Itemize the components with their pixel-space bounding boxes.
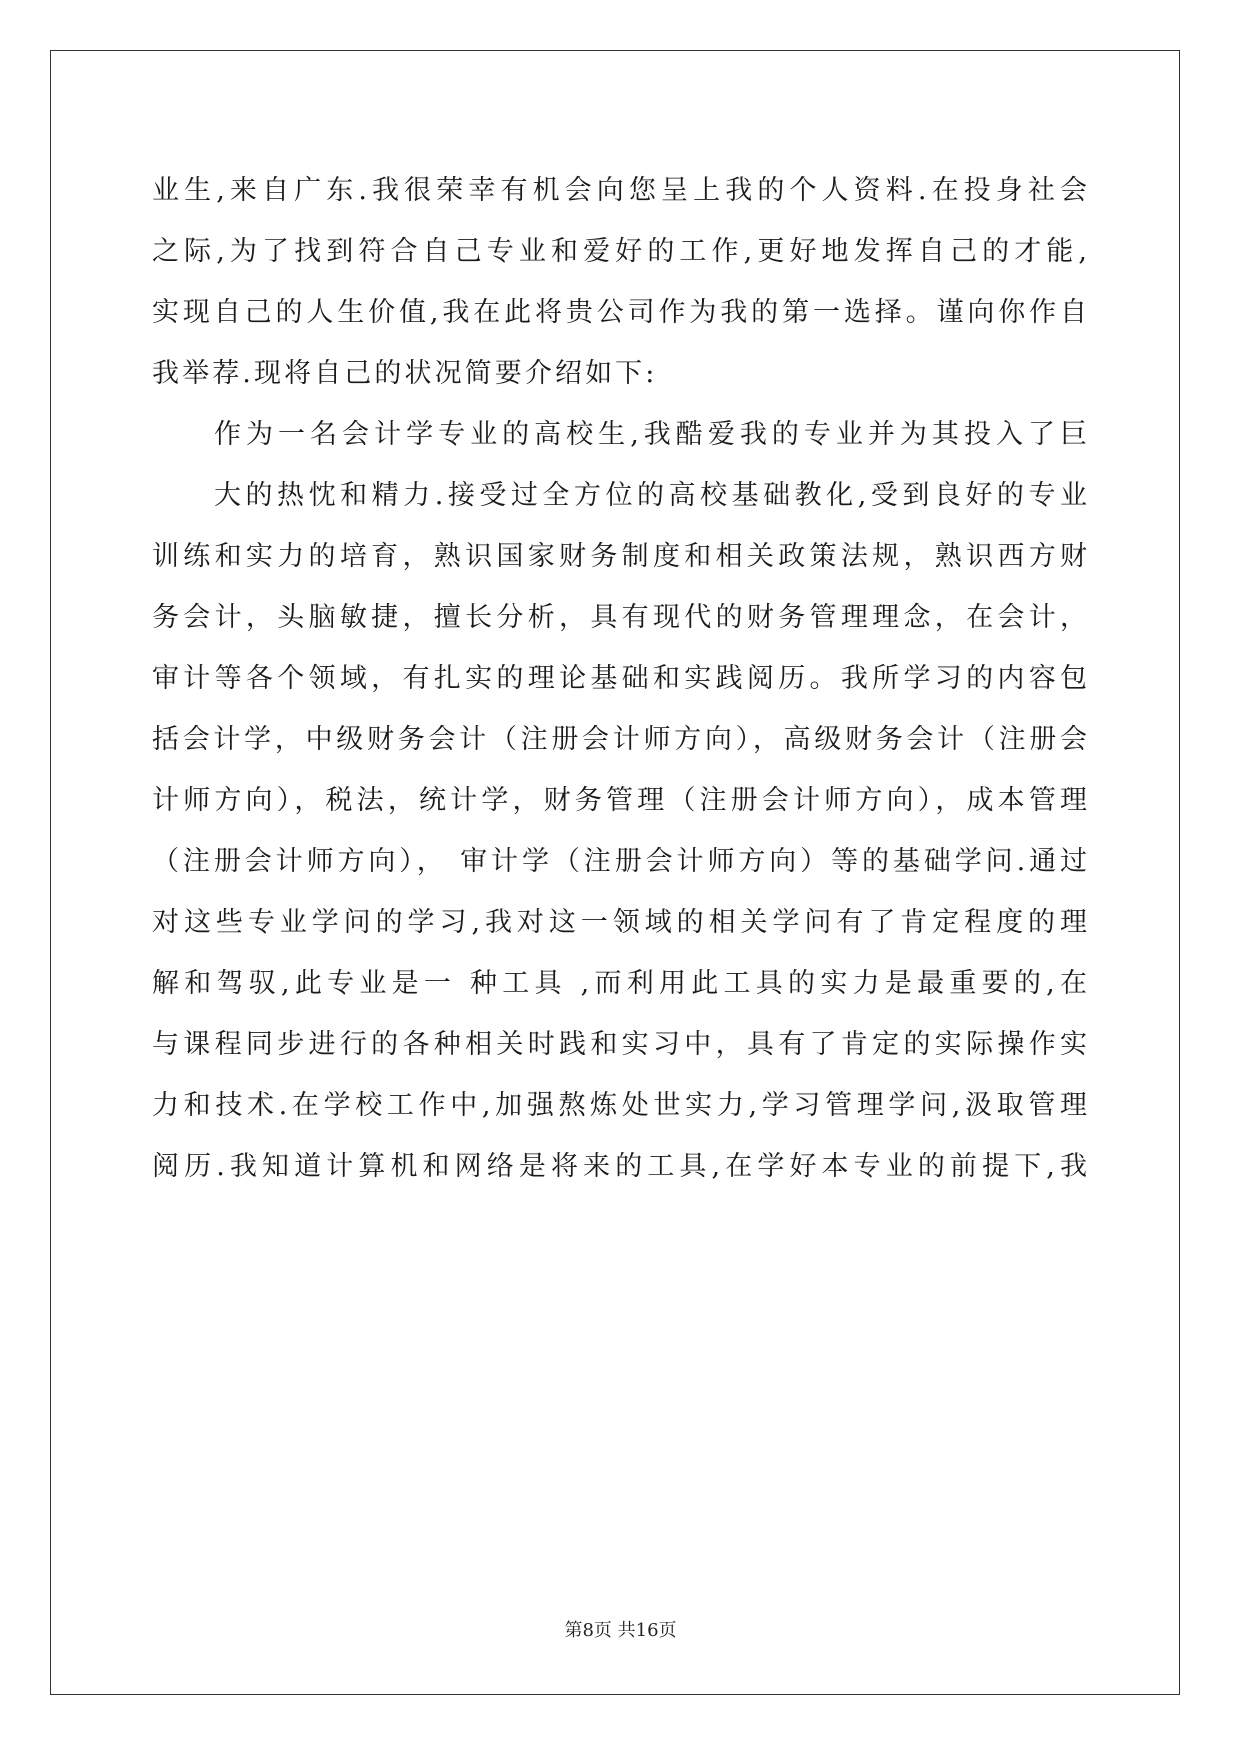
text-line: 阅历.我知道计算机和网络是将来的工具,在学好本专业的前提下,我: [152, 1151, 1087, 1182]
text-line: 我举荐.现将自己的状况简要介绍如下:: [152, 358, 658, 389]
text-line: 力和技术.在学校工作中,加强熬炼处世实力,学习管理学问,汲取管理: [152, 1090, 1087, 1121]
document-body: [152, 160, 1087, 1197]
text-line: 解和驾驭,此专业是一 种工具 ,而利用此工具的实力是最重要的,在: [152, 968, 1087, 999]
text-line: 务会计，头脑敏捷，擅长分析，具有现代的财务管理理念，在会计，: [152, 602, 1087, 633]
text-line: 大的热忱和精力.接受过全方位的高校基础教化,受到良好的专业: [214, 480, 1087, 511]
text-line: 与课程同步进行的各种相关时践和实习中，具有了肯定的实际操作实: [152, 1029, 1087, 1060]
text-line: 对这些专业学问的学习,我对这一领域的相关学问有了肯定程度的理: [152, 907, 1087, 938]
text-line: 之际,为了找到符合自己专业和爱好的工作,更好地发挥自己的才能,: [152, 236, 1087, 267]
text-line: 计师方向），税法，统计学，财务管理（注册会计师方向），成本管理: [152, 785, 1087, 816]
paragraph-start-line: 作为一名会计学专业的高校生,我酷爱我的专业并为其投入了巨: [214, 419, 1087, 450]
text-line: 括会计学，中级财务会计（注册会计师方向），高级财务会计（注册会: [152, 724, 1087, 755]
page-number-footer: 第8页 共16页: [564, 1620, 677, 1641]
text-line: 训练和实力的培育，熟识国家财务制度和相关政策法规，熟识西方财: [152, 541, 1087, 572]
text-line: （注册会计师方向）， 审计学（注册会计师方向）等的基础学问.通过: [152, 846, 1087, 877]
text-line: 业生,来自广东.我很荣幸有机会向您呈上我的个人资料.在投身社会: [152, 175, 1087, 206]
text-line: 审计等各个领域，有扎实的理论基础和实践阅历。我所学习的内容包: [152, 663, 1087, 694]
text-line: 实现自己的人生价值,我在此将贵公司作为我的第一选择。谨向你作自: [152, 297, 1087, 328]
